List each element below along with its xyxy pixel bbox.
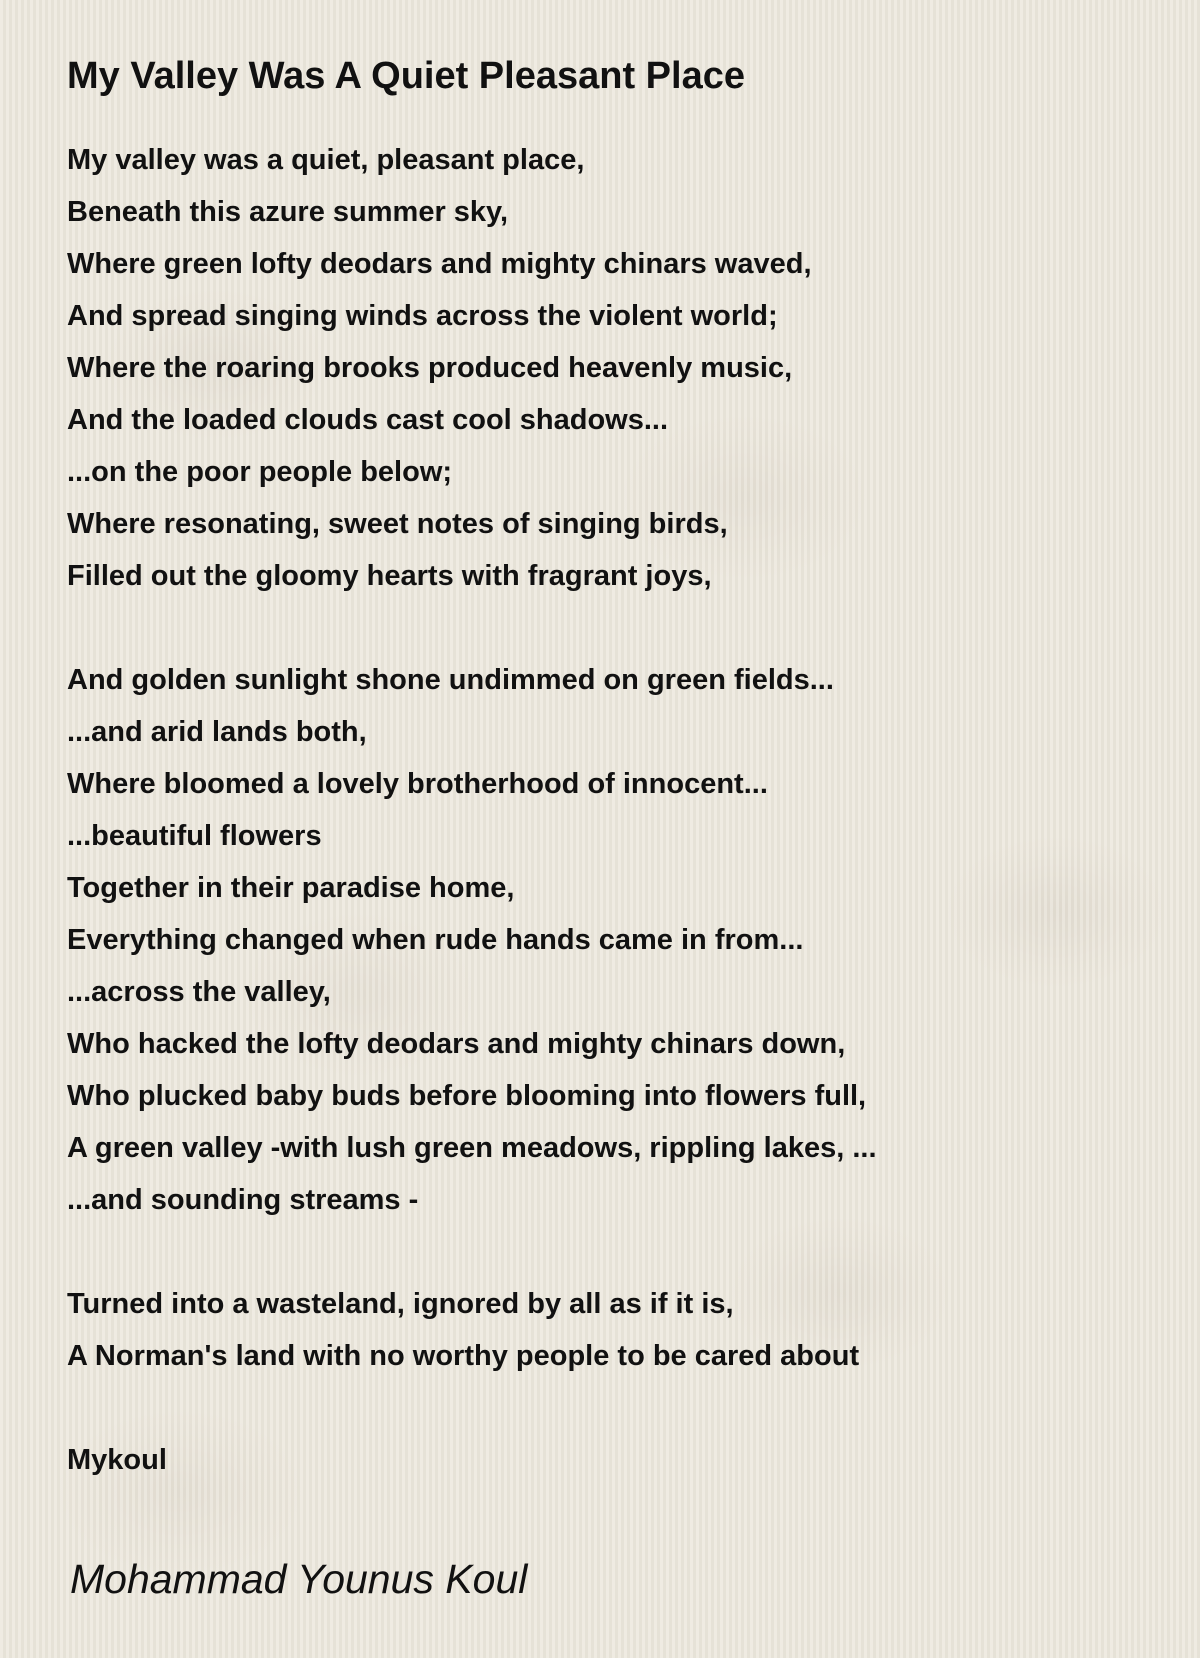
poem-line: Where resonating, sweet notes of singing birds,	[67, 508, 728, 540]
poem-line: Who plucked baby buds before blooming into flowers full,	[67, 1080, 867, 1112]
poem-line: ...across the valley,	[67, 976, 331, 1008]
poem-line: A Norman's land with no worthy people to be cared about	[67, 1340, 860, 1372]
poem-line: And the loaded clouds cast cool shadows...	[67, 404, 669, 436]
poem-author[interactable]: Mohammad Younus Koul	[70, 1556, 528, 1602]
poem-line: Filled out the gloomy hearts with fragrant joys,	[67, 560, 712, 592]
poem-line: ...beautiful flowers	[67, 820, 322, 852]
poem-line: Where green lofty deodars and mighty chinars waved,	[67, 248, 812, 280]
poem-line: Turned into a wasteland, ignored by all as if it is,	[67, 1288, 734, 1320]
poem-line: And golden sunlight shone undimmed on green fields...	[67, 664, 834, 696]
poem-body	[67, 134, 1147, 1382]
poem-line: And spread singing winds across the violent world;	[67, 300, 778, 332]
stanza-break	[67, 602, 1147, 654]
poem-line: ...and arid lands both,	[67, 716, 367, 748]
poem-line: Where bloomed a lovely brotherhood of innocent...	[67, 768, 768, 800]
poem-line: Who hacked the lofty deodars and mighty chinars down,	[67, 1028, 846, 1060]
poem-line: My valley was a quiet, pleasant place,	[67, 144, 585, 176]
poem-line: Everything changed when rude hands came in from...	[67, 924, 804, 956]
stanza-break	[67, 1226, 1147, 1278]
poem-line: Together in their paradise home,	[67, 872, 515, 904]
poem-signature: Mykoul	[67, 1444, 167, 1476]
poem-line: Where the roaring brooks produced heavenly music,	[67, 352, 793, 384]
poem-title: My Valley Was A Quiet Pleasant Place	[67, 55, 745, 97]
poem-line: ...and sounding streams -	[67, 1184, 419, 1216]
poem-page	[67, 52, 1147, 1486]
poem-line: Beneath this azure summer sky,	[67, 196, 509, 228]
poem-line: A green valley -with lush green meadows, rippling lakes, ...	[67, 1132, 877, 1164]
poem-line: ...on the poor people below;	[67, 456, 453, 488]
